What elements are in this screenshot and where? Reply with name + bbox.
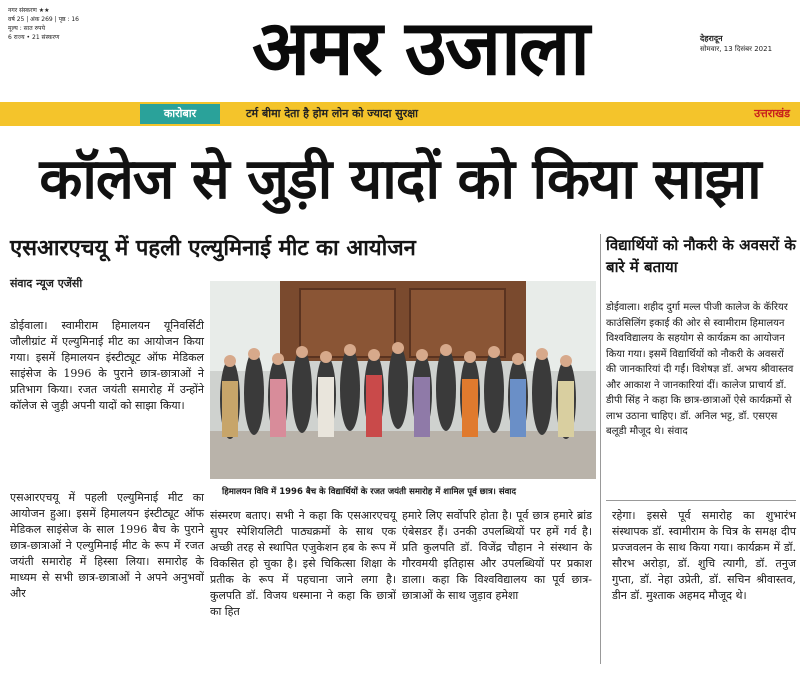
sidebar-headline: विद्यार्थियों को नौकरी के अवसरों के बारे में बताया (606, 236, 796, 276)
section-label: कारोबार (140, 104, 220, 124)
article-column-3: संस्मरण बताए। सभी ने कहा कि एसआरएचयू सुपर स्पेशियलिटी पाठ्यक्रमों के साथ एक अच्छी तरह से स्थापित एजुकेशन हब के रूप में विकसित हो चुका है। इसे चिकित्सा शिक्षा के प्रतीक के रूप में पहचाना जाने लगा है। कुलपति डॉ. विजय धस्माना ने कहा कि छात्रों का हित (210, 509, 396, 618)
article-column-1: डोईवाला। स्वामीराम हिमालयन यूनिवर्सिटी जौलीग्रांट में एल्युमिनाई मीट का आयोजन किया गया। इसमें हिमालयन इंस्टीट्यूट ऑफ मेडिकल साइंसेज के 1996 के पुराने छात्र-छात्राओं ने प्रतिभाग किया। रजत जयंती समारोह में उन्होंने कॉलेज से जुड़ी अपनी यादों को साझा किया। (10, 319, 204, 412)
article-headline: कॉलेज से जुड़ी यादों को किया साझा (39, 147, 761, 212)
price-line: मूल्य : सात रुपये (8, 25, 46, 32)
sidebar-divider (606, 500, 796, 501)
sidebar-body: डोईवाला। शहीद दुर्गा मल्ल पीजी कालेज के कॅरियर काउंसिलिंग इकाई की ओर से स्वामीराम हिमालयन विश्वविद्यालय के सहयोग से कार्यक्रम का आयोजन किया गया। इसमें विद्यार्थियों को नौकरी के अवसरों की जानकारियां दी गईं। विशेषज्ञ डॉ. अभय श्रीवास्तव और आकाश ने जानकारियां दीं। कालेज प्राचार्य डॉ. डीपी सिंह ने कहा कि छात्र-छात्राओं ऐसे कार्यक्रमों से लाभ उठाना चाहिए। डॉ. अनिल भट्ट, डॉ. एसएस बलूडी मौजूद थे। संवाद (606, 302, 794, 437)
masthead-edition-info (8, 6, 168, 42)
group-photo (210, 281, 596, 479)
edition-city: देहरादून (700, 34, 723, 43)
article-column-2: एसआरएचयू में पहली एल्युमिनाई मीट का आयोजन हुआ। इसमें हिमालयन इंस्टीट्यूट ऑफ मेडिकल साइंसेज के साल 1996 बैच के पुराने छात्र-छात्राओं ने एल्युमिनाई मीट के रूप में रजत जयंती समारोह में हिस्सा लिया। समारोह के माध्यम से सभी छात्र-छात्राओं ने अपने अनुभवों और (10, 491, 204, 600)
article-column-4: हमारे लिए सर्वोपरि होता है। पूर्व छात्र हमारे ब्रांड एंबेसडर हैं। उनकी उपलब्धियों पर हमें गर्व है। प्रति कुलपति डॉ. विजेंद्र चौहान ने संस्थान के गौरवमयी इतिहास और उपलब्धियों पर प्रकाश डाला। कहा कि विश्वविद्यालय का पूर्व छात्र-छात्राओं के साथ जुड़ाव हमेशा (402, 509, 592, 602)
photo-caption: हिमालयन विवि में 1996 बैच के विद्यार्थियों के रजत जयंती समारोह में शामिल पूर्व छात्र। संवाद (222, 487, 517, 497)
state-label: उत्तराखंड (754, 107, 790, 120)
strip-headline: टर्म बीमा देता है होम लोन को ज्यादा सुरक्षा (246, 107, 418, 120)
column-divider (600, 234, 601, 664)
article-byline: संवाद न्यूज एजेंसी (10, 277, 83, 290)
article-column-5: रहेगा। इससे पूर्व समारोह का शुभारंभ संस्थापक डॉ. स्वामीराम के चित्र के समक्ष दीप प्रज्जवलन के साथ किया गया। कार्यक्रम में डॉ. सौरभ अरोड़ा, डॉ. शुचि त्यागी, डॉ. तनुज गुप्ता, डॉ. नेहा उप्रेती, डॉ. सचिन श्रीवास्तव, डीन डॉ. मुश्ताक अहमद मौजूद थे। (612, 509, 796, 602)
states-line: 6 राज्य • 21 संस्करण (8, 34, 60, 41)
masthead-date-info (700, 34, 795, 54)
article-subhead: एसआरएचयू में पहली एल्युमिनाई मीट का आयोजन (10, 236, 416, 261)
volume-line: वर्ष 25 | अंक 269 | पृष्ठ : 16 (8, 16, 79, 23)
newspaper-title: अमर उजाला (252, 3, 588, 92)
edition-date: सोमवार, 13 दिसंबर 2021 (700, 45, 773, 53)
edition-line: नगर संस्करण ★★ (8, 7, 50, 14)
